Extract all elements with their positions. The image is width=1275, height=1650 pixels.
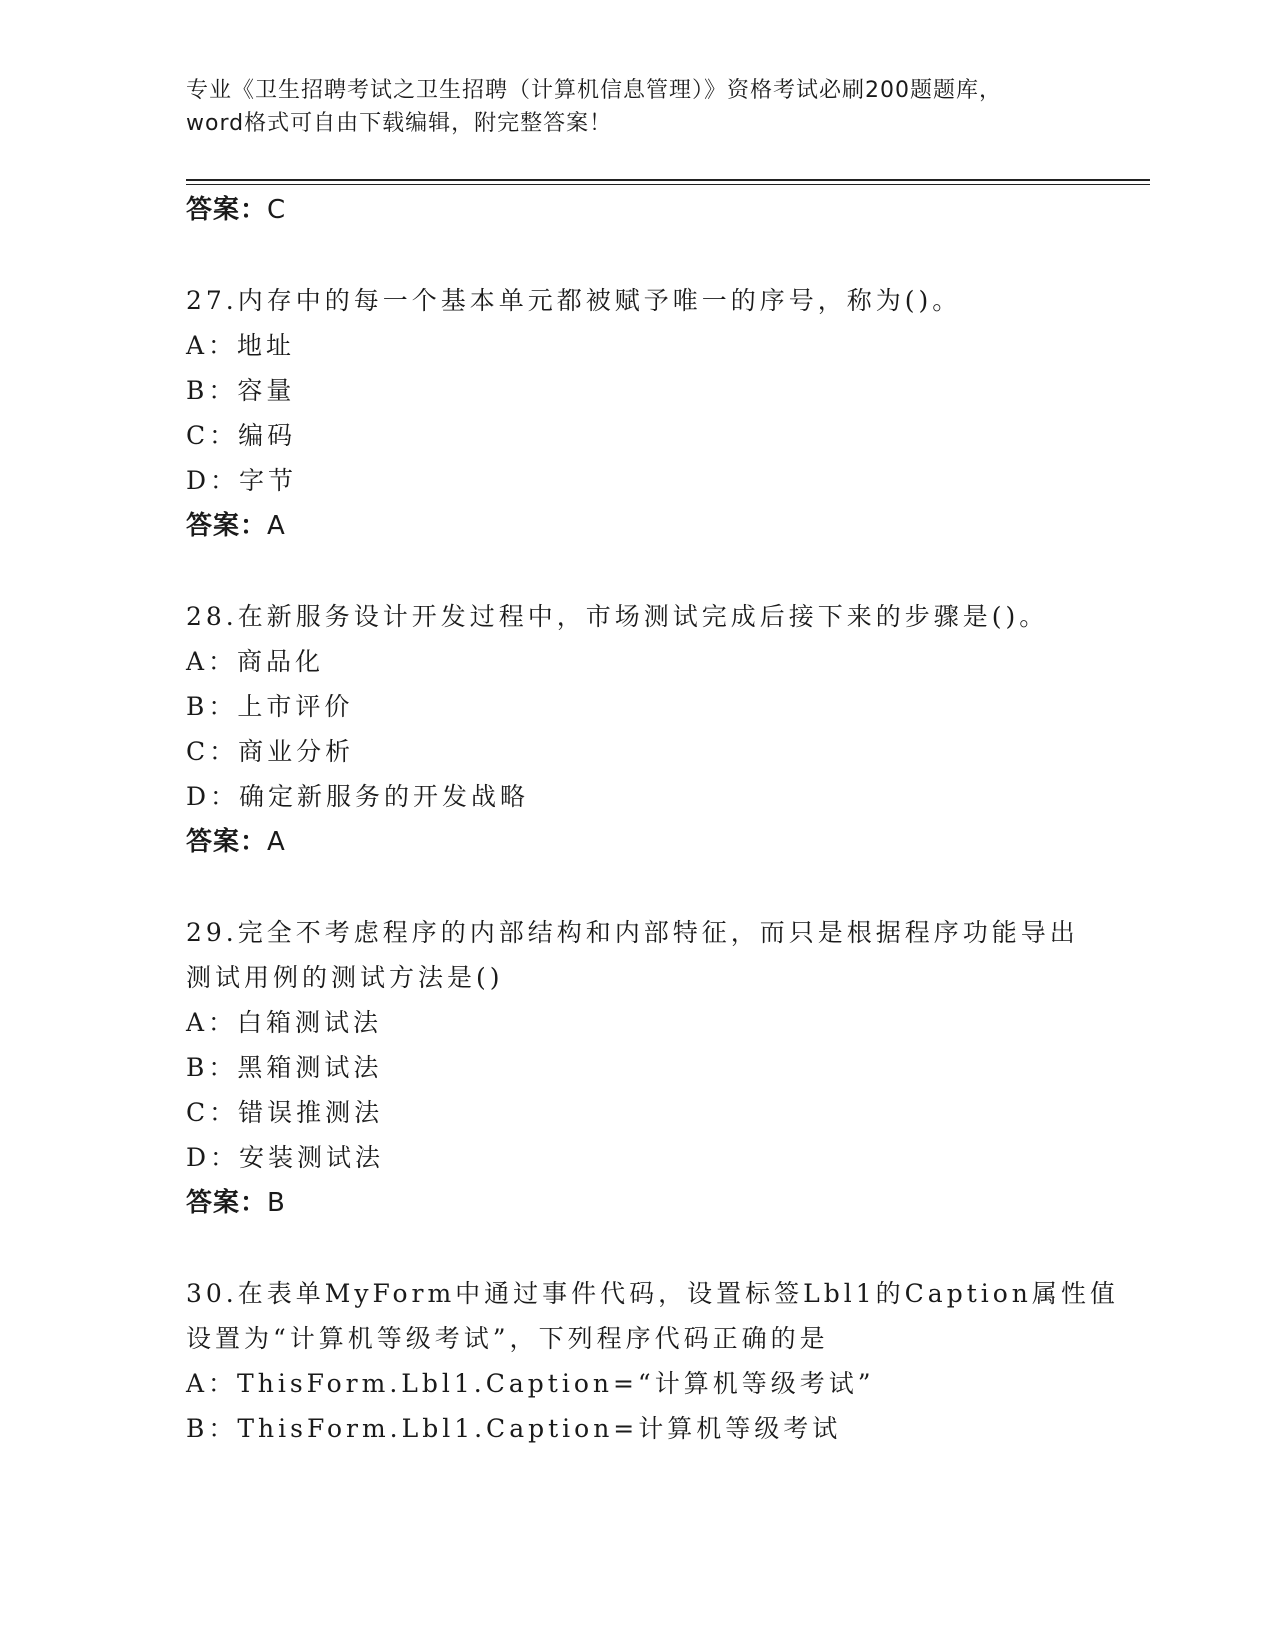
option-b: B：ThisForm.Lbl1.Caption=计算机等级考试 bbox=[186, 1414, 842, 1443]
question-block bbox=[186, 594, 1086, 865]
answer-label: 答案： bbox=[186, 195, 268, 225]
answer-line bbox=[186, 503, 1086, 549]
answer-line bbox=[186, 187, 1086, 233]
option-a: A：ThisForm.Lbl1.Caption=“计算机等级考试” bbox=[186, 1369, 875, 1398]
option-c: C：编码 bbox=[186, 421, 297, 450]
header-divider-thin bbox=[186, 184, 1150, 185]
answer-value: A bbox=[267, 827, 286, 857]
question-stem bbox=[186, 594, 1066, 639]
option-a: A：地址 bbox=[186, 331, 296, 360]
question-block bbox=[186, 1271, 1119, 1451]
answer-value: A bbox=[267, 511, 286, 541]
question-stem-line: 设置为“计算机等级考试”，下列程序代码正确的是 bbox=[186, 1324, 829, 1353]
document-header bbox=[186, 74, 1066, 140]
answer-label: 答案： bbox=[186, 827, 268, 857]
question-stem bbox=[186, 1271, 1119, 1361]
answer-label: 答案： bbox=[186, 511, 268, 541]
question-stem bbox=[186, 278, 1066, 323]
option-b: B：容量 bbox=[186, 376, 296, 405]
option-d: D：确定新服务的开发战略 bbox=[186, 782, 530, 811]
option-d: D：字节 bbox=[186, 466, 298, 495]
question-stem-line: 29.完全不考虑程序的内部结构和内部特征，而只是根据程序功能导出 bbox=[186, 918, 1079, 947]
question-block bbox=[186, 278, 1086, 549]
question-stem bbox=[186, 910, 1079, 1000]
answer-line bbox=[186, 819, 1086, 865]
question-stem-line: 30.在表单MyForm中通过事件代码，设置标签Lbl1的Caption属性值 bbox=[186, 1279, 1119, 1308]
option-c: C：错误推测法 bbox=[186, 1098, 384, 1127]
question-list bbox=[186, 187, 1119, 1451]
answer-value: B bbox=[267, 1188, 286, 1218]
answer-label: 答案： bbox=[186, 1188, 268, 1218]
header-divider-thick bbox=[186, 179, 1150, 181]
question-block bbox=[186, 910, 1086, 1226]
option-b: B：上市评价 bbox=[186, 692, 354, 721]
header-line-2: word格式可自由下载编辑，附完整答案！ bbox=[186, 111, 613, 136]
header-line-1: 专业《卫生招聘考试之卫生招聘（计算机信息管理）》资格考试必刷200题题库， bbox=[186, 78, 1002, 103]
answer-value: C bbox=[267, 195, 287, 225]
answer-line bbox=[186, 1180, 1086, 1226]
question-stem-line: 测试用例的测试方法是() bbox=[186, 963, 504, 992]
option-b: B：黑箱测试法 bbox=[186, 1053, 383, 1082]
option-d: D：安装测试法 bbox=[186, 1143, 385, 1172]
option-a: A：商品化 bbox=[186, 647, 325, 676]
option-c: C：商业分析 bbox=[186, 737, 355, 766]
question-stem-line: 27.内存中的每一个基本单元都被赋予唯一的序号，称为()。 bbox=[186, 286, 962, 315]
option-a: A：白箱测试法 bbox=[186, 1008, 383, 1037]
question-stem-line: 28.在新服务设计开发过程中，市场测试完成后接下来的步骤是()。 bbox=[186, 602, 1049, 631]
